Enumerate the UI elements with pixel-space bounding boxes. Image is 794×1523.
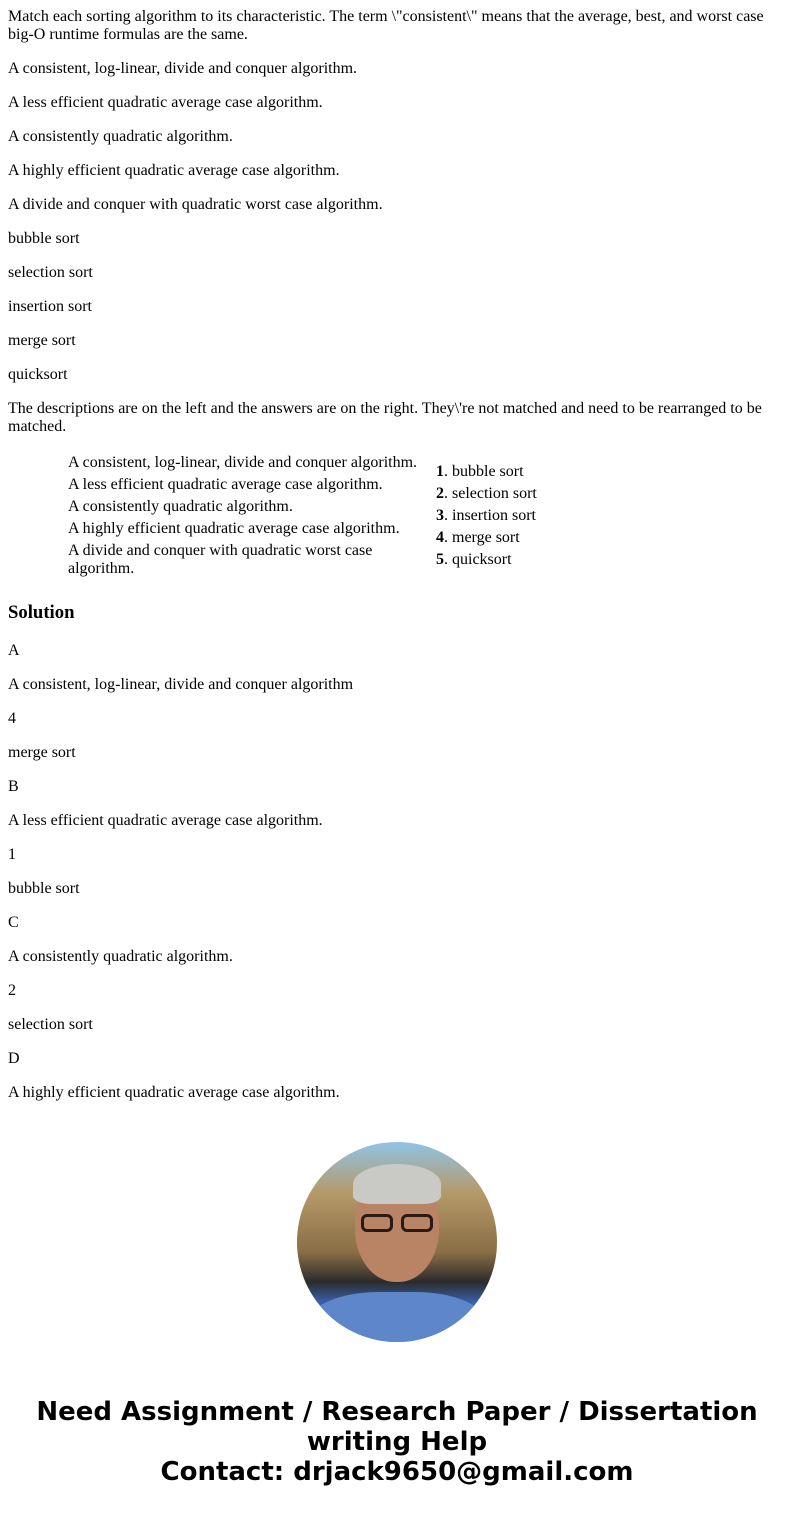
shirt-shape	[307, 1292, 487, 1342]
table-description: A divide and conquer with quadratic worst case algorithm.	[68, 542, 373, 577]
solution-line: 4	[8, 710, 16, 727]
descriptions-column	[64, 452, 424, 584]
description: A divide and conquer with quadratic worst case algorithm.	[8, 196, 383, 213]
table-answer	[436, 529, 537, 547]
description: A highly efficient quadratic average case algorithm.	[8, 162, 340, 179]
solution-line: A highly efficient quadratic average case algorithm.	[8, 1084, 340, 1101]
table-answer	[436, 463, 537, 481]
description: A consistently quadratic algorithm.	[8, 128, 233, 145]
solution-line: A	[8, 642, 20, 659]
answer-number: 4	[436, 529, 444, 546]
solution-line: B	[8, 778, 19, 795]
answer-number: 2	[436, 485, 444, 502]
answer-number: 5	[436, 551, 444, 568]
solution-line: selection sort	[8, 1016, 93, 1033]
solution-heading: Solution	[8, 602, 75, 623]
matching-table	[64, 452, 541, 584]
solution-line: 2	[8, 982, 16, 999]
table-description: A consistently quadratic algorithm.	[68, 498, 293, 515]
solution-line: A less efficient quadratic average case algorithm.	[8, 812, 323, 829]
solution-line: D	[8, 1050, 20, 1067]
table-answer	[436, 485, 537, 503]
table-description: A highly efficient quadratic average case algorithm.	[68, 520, 400, 537]
description: A less efficient quadratic average case algorithm.	[8, 94, 323, 111]
table-answer	[436, 507, 537, 525]
banner-line: writing Help	[306, 1427, 488, 1457]
answers-column	[424, 452, 541, 584]
banner-contact: Contact: drjack9650@gmail.com	[160, 1457, 634, 1487]
hair-shape	[353, 1164, 441, 1204]
answer-option: insertion sort	[8, 298, 92, 315]
table-description: A less efficient quadratic average case algorithm.	[68, 476, 383, 493]
description: A consistent, log-linear, divide and conquer algorithm.	[8, 60, 358, 77]
banner-line: Need Assignment / Research Paper / Dissertation	[36, 1397, 758, 1427]
answer-label: . bubble sort	[444, 463, 524, 480]
answer-label: . merge sort	[444, 529, 520, 546]
question-note: The descriptions are on the left and the answers are on the right. They\'re not matched and need to be rearranged to be matched.	[8, 400, 762, 435]
solution-line: merge sort	[8, 744, 76, 761]
glasses-icon	[359, 1214, 435, 1234]
question-intro: Match each sorting algorithm to its characteristic. The term \"consistent\" means that the average, best, and worst case big-O runtime formulas are the same.	[8, 8, 764, 43]
solution-body	[8, 642, 786, 1102]
answer-option: selection sort	[8, 264, 93, 281]
solution-line: C	[8, 914, 19, 931]
answer-label: . selection sort	[444, 485, 537, 502]
answer-label: . insertion sort	[444, 507, 536, 524]
solution-line: 1	[8, 846, 16, 863]
solution-line: bubble sort	[8, 880, 80, 897]
answer-number: 1	[436, 463, 444, 480]
answer-option: merge sort	[8, 332, 76, 349]
answer-option: quicksort	[8, 366, 68, 383]
table-description: A consistent, log-linear, divide and conquer algorithm.	[68, 454, 418, 471]
tutor-photo	[297, 1142, 497, 1342]
tutor-photo-container	[8, 1142, 786, 1347]
answer-number: 3	[436, 507, 444, 524]
contact-banner	[8, 1397, 786, 1487]
table-answer	[436, 551, 537, 569]
answer-option: bubble sort	[8, 230, 80, 247]
solution-line: A consistent, log-linear, divide and conquer algorithm	[8, 676, 354, 693]
solution-line: A consistently quadratic algorithm.	[8, 948, 233, 965]
answer-label: . quicksort	[444, 551, 512, 568]
